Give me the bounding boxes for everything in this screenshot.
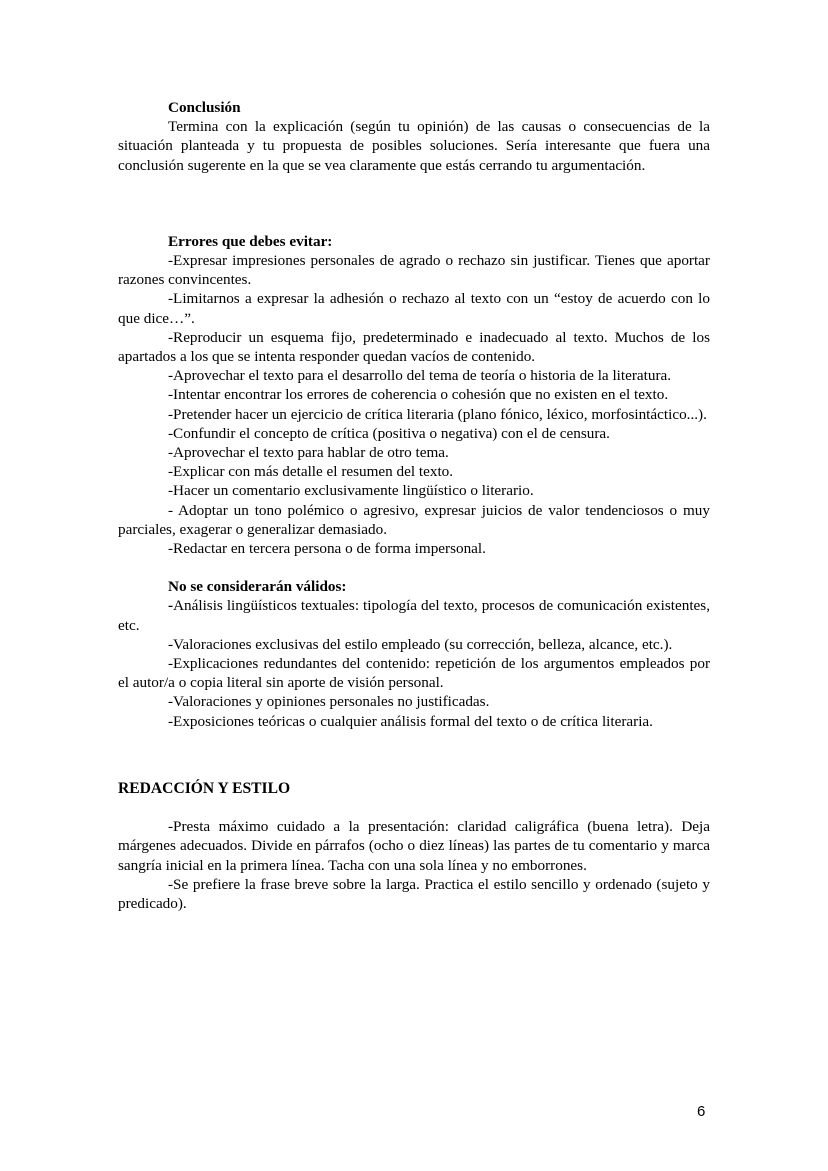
error-item: -Redactar en tercera persona o de forma impersonal. bbox=[168, 540, 486, 558]
error-item: -Limitarnos a expresar la adhesión o rechazo al texto con un “estoy de acuerdo con lo que dice…”. bbox=[118, 290, 710, 327]
invalid-item: -Valoraciones y opiniones personales no justificadas. bbox=[168, 693, 490, 711]
invalid-item: -Exposiciones teóricas o cualquier análisis formal del texto o de crítica literaria. bbox=[168, 712, 653, 730]
invalid-item: -Valoraciones exclusivas del estilo empleado (su corrección, belleza, alcance, etc.). bbox=[168, 635, 673, 653]
error-item: -Explicar con más detalle el resumen del texto. bbox=[168, 463, 454, 481]
invalid-item-text: Análisis lingüísticos textuales: tipología del texto, procesos de comunicación existentes, etc. bbox=[118, 597, 710, 634]
error-item: -Hacer un comentario exclusivamente lingüístico o literario. bbox=[168, 482, 534, 500]
style-item: -Se prefiere la frase breve sobre la larga. Practica el estilo sencillo y ordenado (sujeto y predicado). bbox=[118, 875, 710, 912]
document-page bbox=[118, 98, 710, 913]
invalid-item-dash: - bbox=[168, 597, 174, 615]
error-item: -Confundir el concepto de crítica (positiva o negativa) con el de censura. bbox=[168, 424, 610, 442]
error-item: -Pretender hacer un ejercicio de crítica literaria (plano fónico, léxico, morfosintáctico...). bbox=[168, 405, 707, 423]
error-item: -Reproducir un esquema fijo, predeterminado e inadecuado al texto. Muchos de los apartados a los que se intenta responder quedan vacíos de contenido. bbox=[118, 328, 710, 366]
errors-heading: Errores que debes evitar: bbox=[168, 232, 333, 250]
error-item: -Aprovechar el texto para el desarrollo del tema de teoría o historia de la literatura. bbox=[168, 367, 672, 385]
error-item: - Adoptar un tono polémico o agresivo, expresar juicios de valor tendenciosos o muy parciales, exagerar o generalizar demasiado. bbox=[118, 501, 710, 538]
style-item: -Presta máximo cuidado a la presentación: claridad caligráfica (buena letra). Deja márgenes adecuados. Divide en párrafos (ocho o diez líneas) las partes de tu comentario y marca sangría inicial en la primera línea. Tacha con una sola línea y no emborrones. bbox=[118, 818, 710, 874]
invalid-item: -Explicaciones redundantes del contenido: repetición de los argumentos empleados por el autor/a o copia literal sin aporte de visión personal. bbox=[118, 655, 710, 692]
conclusion-paragraph: Termina con la explicación (según tu opinión) de las causas o consecuencias de la situación planteada y tu propuesta de posibles soluciones. Sería interesante que fuera una conclusión sugerente en la que se vea claramente que estás cerrando tu argumentación. bbox=[118, 118, 710, 174]
error-item: -Intentar encontrar los errores de coherencia o cohesión que no existen en el texto. bbox=[168, 386, 669, 404]
error-item: -Aprovechar el texto para hablar de otro tema. bbox=[168, 444, 449, 462]
error-item: -Expresar impresiones personales de agrado o rechazo sin justificar. Tienes que aportar razones convincentes. bbox=[118, 252, 710, 289]
invalid-item bbox=[118, 596, 710, 634]
page-number: 6 bbox=[697, 1103, 706, 1120]
style-section-title: REDACCIÓN Y ESTILO bbox=[118, 779, 291, 797]
invalid-heading: No se considerarán válidos: bbox=[168, 578, 347, 596]
conclusion-heading: Conclusión bbox=[168, 99, 241, 116]
